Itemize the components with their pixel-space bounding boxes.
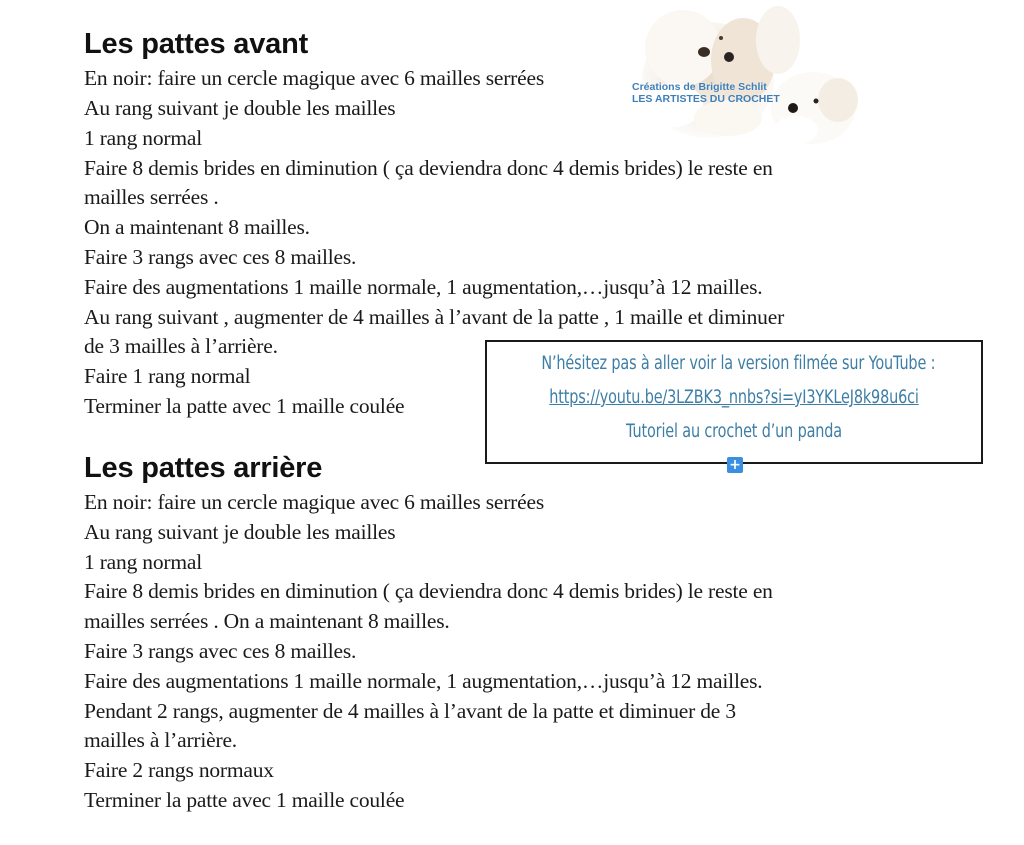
instruction-line: Faire 3 rangs avec ces 8 mailles. <box>84 639 357 663</box>
instruction-line: Terminer la patte avec 1 maille coulée <box>84 394 405 418</box>
section-title-back-legs: Les pattes arrière <box>84 452 323 484</box>
instruction-line: On a maintenant 8 mailles. <box>84 215 310 239</box>
plush-dogs-image <box>628 0 860 150</box>
instruction-line: mailles serrées . <box>84 185 219 209</box>
instruction-line: Au rang suivant , augmenter de 4 mailles à l’avant de la patte , 1 maille et diminuer <box>84 305 785 329</box>
callout-intro-text: N’hésitez pas à aller voir la version filmée sur YouTube : <box>541 353 936 374</box>
section-title-front-legs: Les pattes avant <box>84 28 309 60</box>
logo-brand-line: LES ARTISTES DU CROCHET <box>632 93 780 105</box>
instruction-line: Faire 3 rangs avec ces 8 mailles. <box>84 245 357 269</box>
instruction-line: 1 rang normal <box>84 550 203 574</box>
logo-credit-line: Créations de Brigitte Schlit <box>632 81 767 93</box>
callout-caption-text: Tutoriel au crochet d’un panda <box>626 421 842 442</box>
instruction-line: Pendant 2 rangs, augmenter de 4 mailles à l’avant de la patte et diminuer de 3 <box>84 699 736 723</box>
instruction-line: 1 rang normal <box>84 126 203 150</box>
instruction-line: Faire des augmentations 1 maille normale, 1 augmentation,…jusqu’à 12 mailles. <box>84 275 763 299</box>
youtube-link[interactable]: https://youtu.be/3LZBK3_nnbs?si=yI3YKLeJ8k98u6ci <box>549 387 919 408</box>
instruction-line: de 3 mailles à l’arrière. <box>84 334 278 358</box>
instruction-line: En noir: faire un cercle magique avec 6 mailles serrées <box>84 490 544 514</box>
instruction-line: mailles à l’arrière. <box>84 728 237 752</box>
instruction-line: Faire 1 rang normal <box>84 364 251 388</box>
instruction-line: mailles serrées . On a maintenant 8 mailles. <box>84 609 450 633</box>
youtube-callout-box <box>485 340 983 464</box>
instruction-line: Faire des augmentations 1 maille normale, 1 augmentation,…jusqu’à 12 mailles. <box>84 669 763 693</box>
instruction-line: En noir: faire un cercle magique avec 6 mailles serrées <box>84 66 544 90</box>
instruction-line: Au rang suivant je double les mailles <box>84 520 396 544</box>
instruction-line: Terminer la patte avec 1 maille coulée <box>84 788 405 812</box>
add-icon[interactable]: + <box>727 457 743 473</box>
instruction-line: Faire 8 demis brides en diminution ( ça deviendra donc 4 demis brides) le reste en <box>84 156 773 180</box>
instruction-line: Au rang suivant je double les mailles <box>84 96 396 120</box>
instruction-line: Faire 2 rangs normaux <box>84 758 274 782</box>
instruction-line: Faire 8 demis brides en diminution ( ça deviendra donc 4 demis brides) le reste en <box>84 579 773 603</box>
